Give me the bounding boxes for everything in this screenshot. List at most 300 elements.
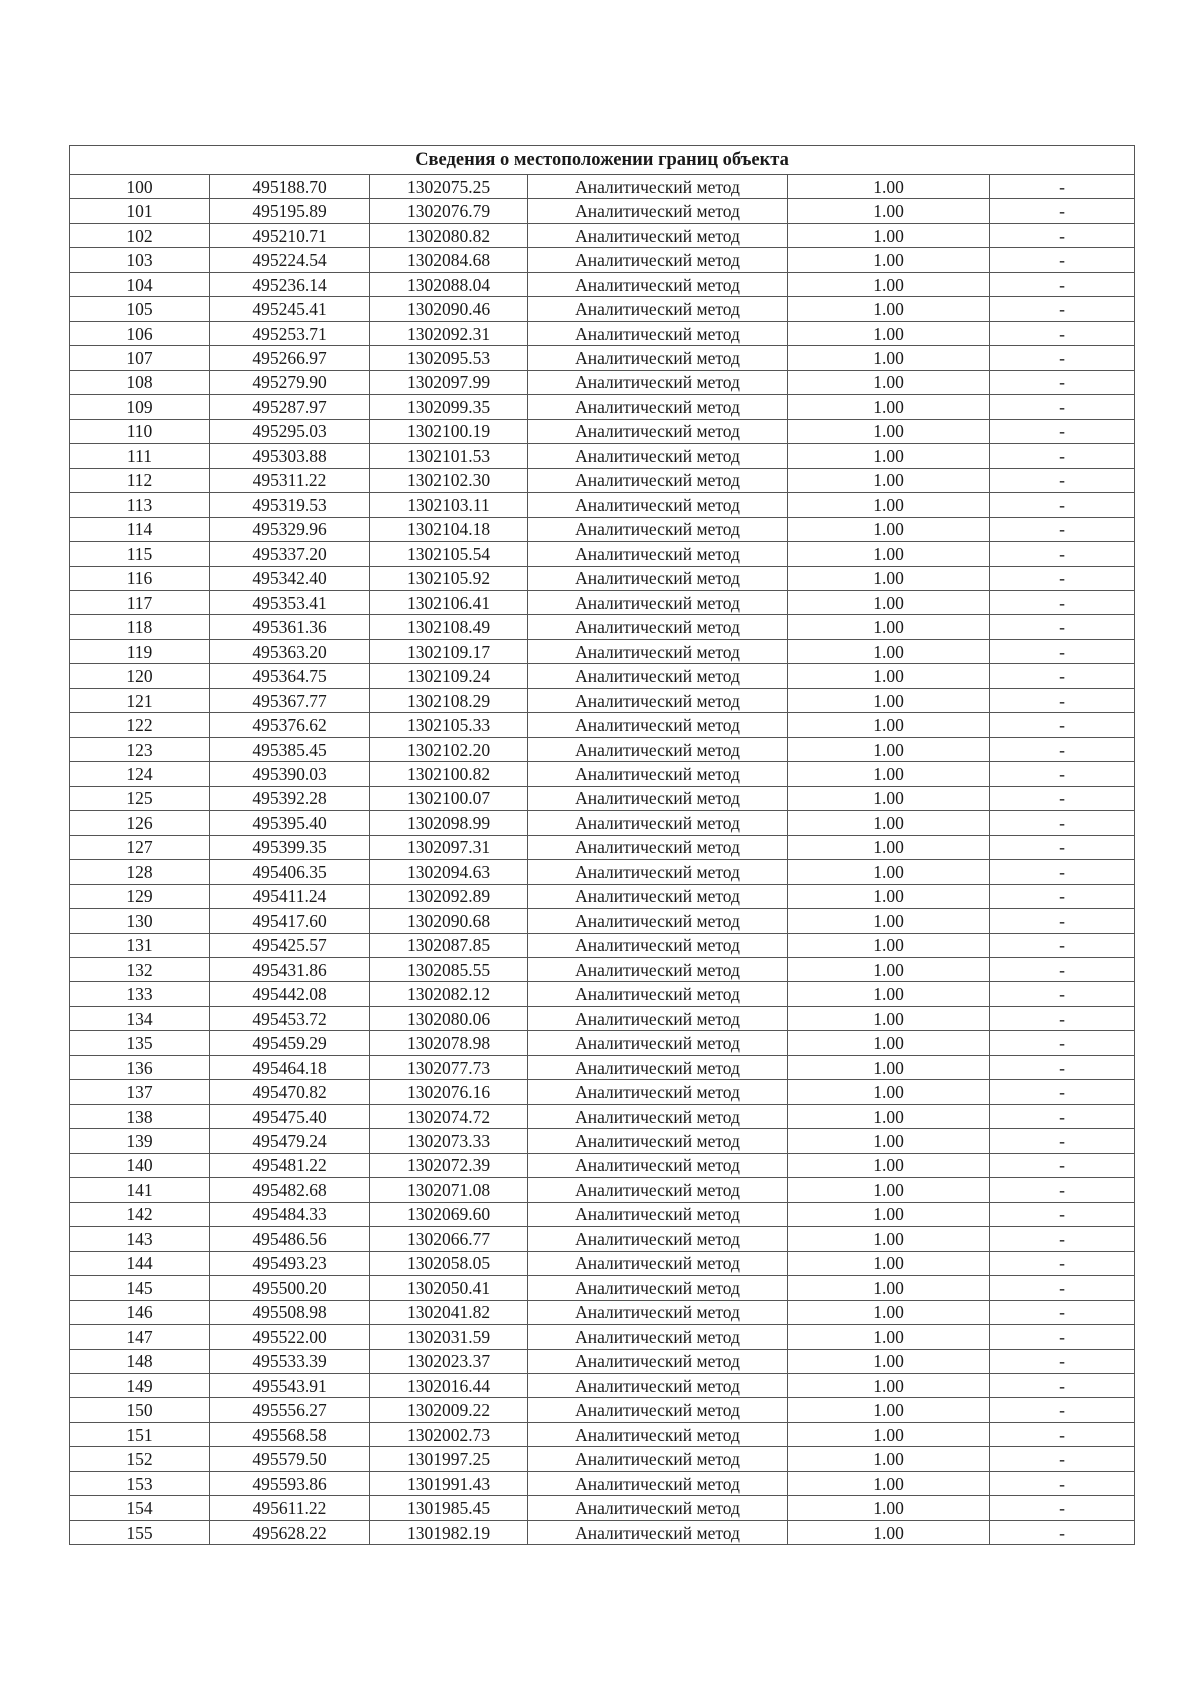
x-coordinate-cell: 495464.18 — [210, 1055, 370, 1079]
method-cell: Аналитический метод — [528, 958, 788, 982]
y-coordinate-cell: 1302041.82 — [370, 1300, 528, 1324]
method-cell: Аналитический метод — [528, 1422, 788, 1446]
x-coordinate-cell: 495533.39 — [210, 1349, 370, 1373]
x-coordinate-cell: 495593.86 — [210, 1471, 370, 1495]
point-number-cell: 140 — [70, 1153, 210, 1177]
method-cell: Аналитический метод — [528, 762, 788, 786]
table-row — [70, 1349, 1135, 1373]
y-coordinate-cell: 1302009.22 — [370, 1398, 528, 1422]
accuracy-cell: 1.00 — [788, 493, 990, 517]
method-cell: Аналитический метод — [528, 737, 788, 761]
method-cell: Аналитический метод — [528, 1227, 788, 1251]
point-number-cell: 103 — [70, 248, 210, 272]
note-cell: - — [990, 1202, 1135, 1226]
x-coordinate-cell: 495543.91 — [210, 1373, 370, 1397]
y-coordinate-cell: 1302069.60 — [370, 1202, 528, 1226]
x-coordinate-cell: 495188.70 — [210, 175, 370, 199]
note-cell: - — [990, 1349, 1135, 1373]
table-row — [70, 297, 1135, 321]
table-row — [70, 860, 1135, 884]
point-number-cell: 134 — [70, 1006, 210, 1030]
method-cell: Аналитический метод — [528, 1251, 788, 1275]
y-coordinate-cell: 1301991.43 — [370, 1471, 528, 1495]
point-number-cell: 104 — [70, 272, 210, 296]
point-number-cell: 123 — [70, 737, 210, 761]
point-number-cell: 138 — [70, 1104, 210, 1128]
y-coordinate-cell: 1302087.85 — [370, 933, 528, 957]
method-cell: Аналитический метод — [528, 860, 788, 884]
table-row — [70, 1006, 1135, 1030]
table-row — [70, 493, 1135, 517]
note-cell: - — [990, 1422, 1135, 1446]
point-number-cell: 125 — [70, 786, 210, 810]
x-coordinate-cell: 495556.27 — [210, 1398, 370, 1422]
point-number-cell: 119 — [70, 639, 210, 663]
method-cell: Аналитический метод — [528, 1178, 788, 1202]
accuracy-cell: 1.00 — [788, 542, 990, 566]
x-coordinate-cell: 495342.40 — [210, 566, 370, 590]
note-cell: - — [990, 566, 1135, 590]
y-coordinate-cell: 1301997.25 — [370, 1447, 528, 1471]
x-coordinate-cell: 495210.71 — [210, 223, 370, 247]
accuracy-cell: 1.00 — [788, 664, 990, 688]
table-row — [70, 1422, 1135, 1446]
point-number-cell: 108 — [70, 370, 210, 394]
method-cell: Аналитический метод — [528, 933, 788, 957]
y-coordinate-cell: 1302002.73 — [370, 1422, 528, 1446]
x-coordinate-cell: 495522.00 — [210, 1325, 370, 1349]
x-coordinate-cell: 495287.97 — [210, 395, 370, 419]
y-coordinate-cell: 1301985.45 — [370, 1496, 528, 1520]
method-cell: Аналитический метод — [528, 1055, 788, 1079]
method-cell: Аналитический метод — [528, 909, 788, 933]
method-cell: Аналитический метод — [528, 419, 788, 443]
method-cell: Аналитический метод — [528, 1300, 788, 1324]
accuracy-cell: 1.00 — [788, 1349, 990, 1373]
y-coordinate-cell: 1302092.89 — [370, 884, 528, 908]
x-coordinate-cell: 495195.89 — [210, 199, 370, 223]
accuracy-cell: 1.00 — [788, 884, 990, 908]
point-number-cell: 117 — [70, 590, 210, 614]
table-title: Сведения о местоположении границ объекта — [70, 146, 1135, 175]
table-row — [70, 615, 1135, 639]
method-cell: Аналитический метод — [528, 297, 788, 321]
y-coordinate-cell: 1302058.05 — [370, 1251, 528, 1275]
accuracy-cell: 1.00 — [788, 615, 990, 639]
note-cell: - — [990, 615, 1135, 639]
method-cell: Аналитический метод — [528, 1325, 788, 1349]
x-coordinate-cell: 495611.22 — [210, 1496, 370, 1520]
table-row — [70, 1300, 1135, 1324]
method-cell: Аналитический метод — [528, 884, 788, 908]
table-row — [70, 639, 1135, 663]
x-coordinate-cell: 495500.20 — [210, 1276, 370, 1300]
method-cell: Аналитический метод — [528, 1153, 788, 1177]
accuracy-cell: 1.00 — [788, 223, 990, 247]
accuracy-cell: 1.00 — [788, 713, 990, 737]
accuracy-cell: 1.00 — [788, 909, 990, 933]
table-row — [70, 1496, 1135, 1520]
y-coordinate-cell: 1302072.39 — [370, 1153, 528, 1177]
x-coordinate-cell: 495390.03 — [210, 762, 370, 786]
boundary-table-container — [69, 145, 1134, 1545]
note-cell: - — [990, 444, 1135, 468]
accuracy-cell: 1.00 — [788, 590, 990, 614]
y-coordinate-cell: 1302077.73 — [370, 1055, 528, 1079]
point-number-cell: 111 — [70, 444, 210, 468]
table-title-row — [70, 146, 1135, 175]
x-coordinate-cell: 495253.71 — [210, 321, 370, 345]
accuracy-cell: 1.00 — [788, 1300, 990, 1324]
table-row — [70, 419, 1135, 443]
point-number-cell: 145 — [70, 1276, 210, 1300]
accuracy-cell: 1.00 — [788, 346, 990, 370]
note-cell: - — [990, 223, 1135, 247]
point-number-cell: 136 — [70, 1055, 210, 1079]
note-cell: - — [990, 786, 1135, 810]
point-number-cell: 153 — [70, 1471, 210, 1495]
y-coordinate-cell: 1302080.82 — [370, 223, 528, 247]
x-coordinate-cell: 495508.98 — [210, 1300, 370, 1324]
point-number-cell: 143 — [70, 1227, 210, 1251]
table-row — [70, 248, 1135, 272]
table-row — [70, 199, 1135, 223]
accuracy-cell: 1.00 — [788, 175, 990, 199]
table-row — [70, 395, 1135, 419]
table-row — [70, 1276, 1135, 1300]
accuracy-cell: 1.00 — [788, 958, 990, 982]
accuracy-cell: 1.00 — [788, 566, 990, 590]
note-cell: - — [990, 1227, 1135, 1251]
point-number-cell: 130 — [70, 909, 210, 933]
y-coordinate-cell: 1302109.17 — [370, 639, 528, 663]
table-row — [70, 223, 1135, 247]
method-cell: Аналитический метод — [528, 1349, 788, 1373]
accuracy-cell: 1.00 — [788, 1398, 990, 1422]
table-row — [70, 272, 1135, 296]
y-coordinate-cell: 1302088.04 — [370, 272, 528, 296]
method-cell: Аналитический метод — [528, 1496, 788, 1520]
y-coordinate-cell: 1302108.49 — [370, 615, 528, 639]
table-row — [70, 1202, 1135, 1226]
note-cell: - — [990, 419, 1135, 443]
note-cell: - — [990, 1325, 1135, 1349]
point-number-cell: 147 — [70, 1325, 210, 1349]
x-coordinate-cell: 495425.57 — [210, 933, 370, 957]
note-cell: - — [990, 884, 1135, 908]
x-coordinate-cell: 495224.54 — [210, 248, 370, 272]
note-cell: - — [990, 860, 1135, 884]
x-coordinate-cell: 495364.75 — [210, 664, 370, 688]
method-cell: Аналитический метод — [528, 811, 788, 835]
x-coordinate-cell: 495319.53 — [210, 493, 370, 517]
method-cell: Аналитический метод — [528, 321, 788, 345]
table-row — [70, 884, 1135, 908]
accuracy-cell: 1.00 — [788, 1227, 990, 1251]
method-cell: Аналитический метод — [528, 713, 788, 737]
method-cell: Аналитический метод — [528, 1031, 788, 1055]
note-cell: - — [990, 713, 1135, 737]
method-cell: Аналитический метод — [528, 1447, 788, 1471]
x-coordinate-cell: 495395.40 — [210, 811, 370, 835]
note-cell: - — [990, 493, 1135, 517]
accuracy-cell: 1.00 — [788, 1178, 990, 1202]
note-cell: - — [990, 1178, 1135, 1202]
y-coordinate-cell: 1302100.19 — [370, 419, 528, 443]
point-number-cell: 124 — [70, 762, 210, 786]
y-coordinate-cell: 1302085.55 — [370, 958, 528, 982]
method-cell: Аналитический метод — [528, 639, 788, 663]
y-coordinate-cell: 1302073.33 — [370, 1129, 528, 1153]
point-number-cell: 144 — [70, 1251, 210, 1275]
y-coordinate-cell: 1302090.46 — [370, 297, 528, 321]
x-coordinate-cell: 495279.90 — [210, 370, 370, 394]
x-coordinate-cell: 495442.08 — [210, 982, 370, 1006]
y-coordinate-cell: 1302031.59 — [370, 1325, 528, 1349]
x-coordinate-cell: 495417.60 — [210, 909, 370, 933]
point-number-cell: 121 — [70, 688, 210, 712]
x-coordinate-cell: 495431.86 — [210, 958, 370, 982]
table-row — [70, 835, 1135, 859]
note-cell: - — [990, 762, 1135, 786]
method-cell: Аналитический метод — [528, 566, 788, 590]
y-coordinate-cell: 1302076.16 — [370, 1080, 528, 1104]
y-coordinate-cell: 1302103.11 — [370, 493, 528, 517]
table-row — [70, 1031, 1135, 1055]
table-row — [70, 664, 1135, 688]
note-cell: - — [990, 542, 1135, 566]
accuracy-cell: 1.00 — [788, 1080, 990, 1104]
note-cell: - — [990, 370, 1135, 394]
method-cell: Аналитический метод — [528, 664, 788, 688]
point-number-cell: 122 — [70, 713, 210, 737]
point-number-cell: 139 — [70, 1129, 210, 1153]
point-number-cell: 115 — [70, 542, 210, 566]
table-row — [70, 713, 1135, 737]
note-cell: - — [990, 1251, 1135, 1275]
point-number-cell: 150 — [70, 1398, 210, 1422]
note-cell: - — [990, 1080, 1135, 1104]
table-row — [70, 517, 1135, 541]
note-cell: - — [990, 1104, 1135, 1128]
y-coordinate-cell: 1302108.29 — [370, 688, 528, 712]
note-cell: - — [990, 590, 1135, 614]
table-row — [70, 1104, 1135, 1128]
y-coordinate-cell: 1302100.82 — [370, 762, 528, 786]
x-coordinate-cell: 495579.50 — [210, 1447, 370, 1471]
y-coordinate-cell: 1302105.33 — [370, 713, 528, 737]
table-row — [70, 909, 1135, 933]
x-coordinate-cell: 495367.77 — [210, 688, 370, 712]
note-cell: - — [990, 1006, 1135, 1030]
point-number-cell: 142 — [70, 1202, 210, 1226]
table-row — [70, 542, 1135, 566]
point-number-cell: 106 — [70, 321, 210, 345]
accuracy-cell: 1.00 — [788, 860, 990, 884]
note-cell: - — [990, 517, 1135, 541]
point-number-cell: 105 — [70, 297, 210, 321]
point-number-cell: 151 — [70, 1422, 210, 1446]
note-cell: - — [990, 1496, 1135, 1520]
table-row — [70, 1080, 1135, 1104]
y-coordinate-cell: 1302084.68 — [370, 248, 528, 272]
y-coordinate-cell: 1302101.53 — [370, 444, 528, 468]
note-cell: - — [990, 982, 1135, 1006]
x-coordinate-cell: 495266.97 — [210, 346, 370, 370]
method-cell: Аналитический метод — [528, 248, 788, 272]
accuracy-cell: 1.00 — [788, 297, 990, 321]
x-coordinate-cell: 495475.40 — [210, 1104, 370, 1128]
note-cell: - — [990, 1129, 1135, 1153]
y-coordinate-cell: 1302105.92 — [370, 566, 528, 590]
method-cell: Аналитический метод — [528, 1104, 788, 1128]
table-row — [70, 321, 1135, 345]
method-cell: Аналитический метод — [528, 468, 788, 492]
point-number-cell: 132 — [70, 958, 210, 982]
note-cell: - — [990, 1520, 1135, 1544]
note-cell: - — [990, 811, 1135, 835]
method-cell: Аналитический метод — [528, 542, 788, 566]
accuracy-cell: 1.00 — [788, 639, 990, 663]
note-cell: - — [990, 468, 1135, 492]
note-cell: - — [990, 199, 1135, 223]
y-coordinate-cell: 1302082.12 — [370, 982, 528, 1006]
point-number-cell: 146 — [70, 1300, 210, 1324]
accuracy-cell: 1.00 — [788, 419, 990, 443]
table-row — [70, 786, 1135, 810]
table-row — [70, 958, 1135, 982]
table-row — [70, 590, 1135, 614]
table-row — [70, 688, 1135, 712]
accuracy-cell: 1.00 — [788, 688, 990, 712]
table-row — [70, 468, 1135, 492]
x-coordinate-cell: 495353.41 — [210, 590, 370, 614]
note-cell: - — [990, 835, 1135, 859]
table-row — [70, 1325, 1135, 1349]
method-cell: Аналитический метод — [528, 1471, 788, 1495]
y-coordinate-cell: 1302095.53 — [370, 346, 528, 370]
y-coordinate-cell: 1301982.19 — [370, 1520, 528, 1544]
point-number-cell: 131 — [70, 933, 210, 957]
y-coordinate-cell: 1302109.24 — [370, 664, 528, 688]
point-number-cell: 141 — [70, 1178, 210, 1202]
point-number-cell: 102 — [70, 223, 210, 247]
accuracy-cell: 1.00 — [788, 1006, 990, 1030]
y-coordinate-cell: 1302099.35 — [370, 395, 528, 419]
x-coordinate-cell: 495303.88 — [210, 444, 370, 468]
y-coordinate-cell: 1302094.63 — [370, 860, 528, 884]
note-cell: - — [990, 664, 1135, 688]
table-row — [70, 1398, 1135, 1422]
x-coordinate-cell: 495406.35 — [210, 860, 370, 884]
table-row — [70, 1178, 1135, 1202]
point-number-cell: 112 — [70, 468, 210, 492]
x-coordinate-cell: 495392.28 — [210, 786, 370, 810]
y-coordinate-cell: 1302078.98 — [370, 1031, 528, 1055]
method-cell: Аналитический метод — [528, 493, 788, 517]
table-row — [70, 1055, 1135, 1079]
accuracy-cell: 1.00 — [788, 370, 990, 394]
method-cell: Аналитический метод — [528, 1373, 788, 1397]
accuracy-cell: 1.00 — [788, 762, 990, 786]
note-cell: - — [990, 1153, 1135, 1177]
y-coordinate-cell: 1302100.07 — [370, 786, 528, 810]
method-cell: Аналитический метод — [528, 272, 788, 296]
x-coordinate-cell: 495329.96 — [210, 517, 370, 541]
method-cell: Аналитический метод — [528, 982, 788, 1006]
method-cell: Аналитический метод — [528, 1129, 788, 1153]
point-number-cell: 135 — [70, 1031, 210, 1055]
note-cell: - — [990, 321, 1135, 345]
point-number-cell: 127 — [70, 835, 210, 859]
point-number-cell: 152 — [70, 1447, 210, 1471]
note-cell: - — [990, 688, 1135, 712]
point-number-cell: 133 — [70, 982, 210, 1006]
y-coordinate-cell: 1302102.30 — [370, 468, 528, 492]
y-coordinate-cell: 1302074.72 — [370, 1104, 528, 1128]
note-cell: - — [990, 1398, 1135, 1422]
y-coordinate-cell: 1302104.18 — [370, 517, 528, 541]
note-cell: - — [990, 248, 1135, 272]
boundary-coordinates-table — [69, 145, 1135, 1545]
note-cell: - — [990, 1031, 1135, 1055]
accuracy-cell: 1.00 — [788, 517, 990, 541]
x-coordinate-cell: 495399.35 — [210, 835, 370, 859]
x-coordinate-cell: 495376.62 — [210, 713, 370, 737]
method-cell: Аналитический метод — [528, 444, 788, 468]
table-row — [70, 1227, 1135, 1251]
point-number-cell: 100 — [70, 175, 210, 199]
y-coordinate-cell: 1302071.08 — [370, 1178, 528, 1202]
method-cell: Аналитический метод — [528, 223, 788, 247]
x-coordinate-cell: 495479.24 — [210, 1129, 370, 1153]
y-coordinate-cell: 1302092.31 — [370, 321, 528, 345]
table-row — [70, 1447, 1135, 1471]
method-cell: Аналитический метод — [528, 1520, 788, 1544]
table-body — [70, 175, 1135, 1545]
accuracy-cell: 1.00 — [788, 1031, 990, 1055]
x-coordinate-cell: 495236.14 — [210, 272, 370, 296]
note-cell: - — [990, 175, 1135, 199]
x-coordinate-cell: 495337.20 — [210, 542, 370, 566]
x-coordinate-cell: 495295.03 — [210, 419, 370, 443]
point-number-cell: 109 — [70, 395, 210, 419]
table-row — [70, 1373, 1135, 1397]
table-row — [70, 175, 1135, 199]
accuracy-cell: 1.00 — [788, 444, 990, 468]
method-cell: Аналитический метод — [528, 1202, 788, 1226]
note-cell: - — [990, 272, 1135, 296]
method-cell: Аналитический метод — [528, 786, 788, 810]
y-coordinate-cell: 1302105.54 — [370, 542, 528, 566]
table-row — [70, 982, 1135, 1006]
table-row — [70, 933, 1135, 957]
y-coordinate-cell: 1302066.77 — [370, 1227, 528, 1251]
point-number-cell: 116 — [70, 566, 210, 590]
note-cell: - — [990, 1447, 1135, 1471]
method-cell: Аналитический метод — [528, 370, 788, 394]
table-row — [70, 811, 1135, 835]
note-cell: - — [990, 297, 1135, 321]
x-coordinate-cell: 495453.72 — [210, 1006, 370, 1030]
table-row — [70, 444, 1135, 468]
note-cell: - — [990, 1373, 1135, 1397]
point-number-cell: 149 — [70, 1373, 210, 1397]
accuracy-cell: 1.00 — [788, 1422, 990, 1446]
point-number-cell: 137 — [70, 1080, 210, 1104]
table-row — [70, 737, 1135, 761]
point-number-cell: 114 — [70, 517, 210, 541]
